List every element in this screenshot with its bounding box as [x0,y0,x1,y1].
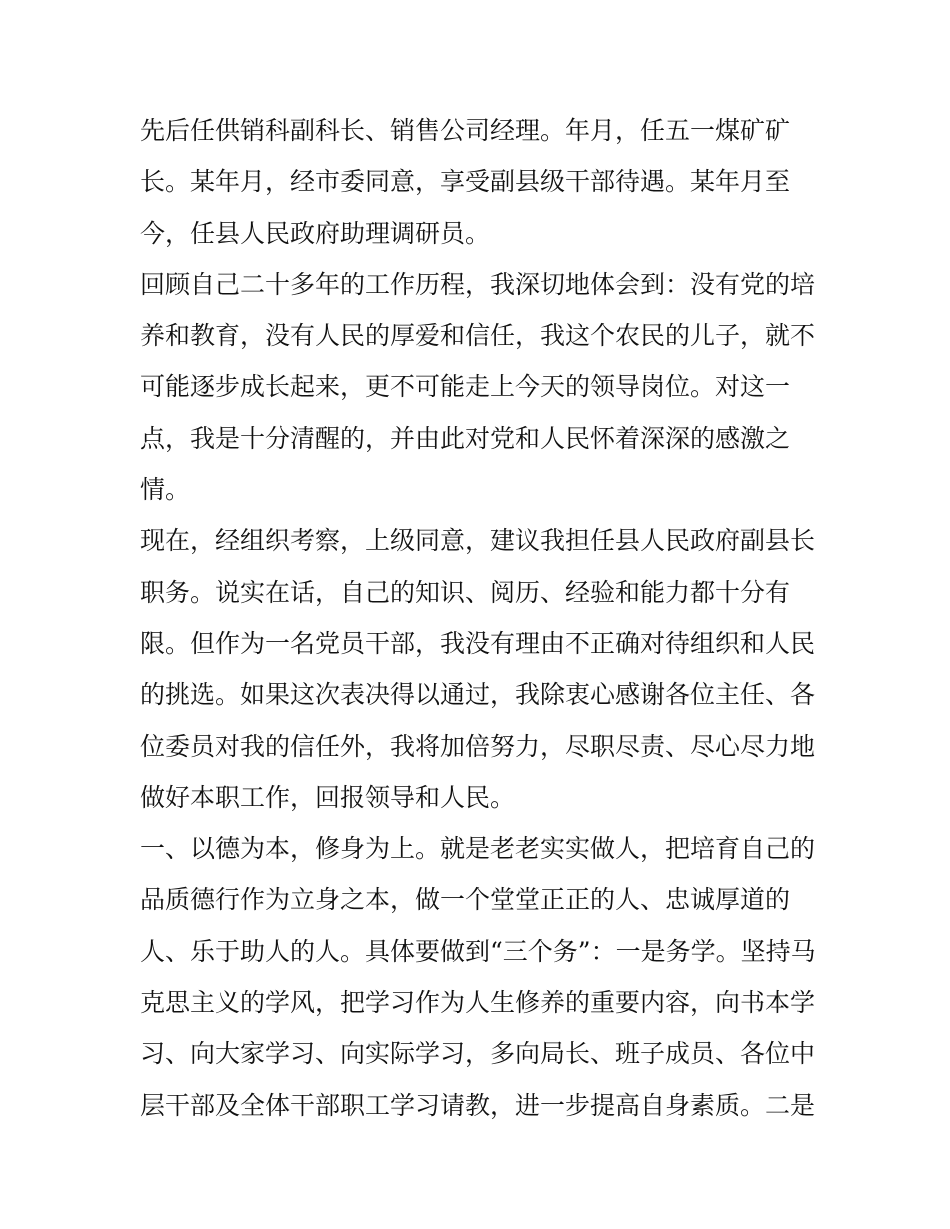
text-line: 养和教育，没有人民的厚爱和信任，我这个农民的儿子，就不 [140,321,816,351]
text-line: 品质德行作为立身之本，做一个堂堂正正的人、忠诚厚道的 [140,885,791,915]
text-line: 情。 [140,475,191,505]
document-body [140,105,820,1131]
text-line: 层干部及全体干部职工学习请教，进一步提高自身素质。二是 [140,1090,816,1120]
text-line: 习、向大家学习、向实际学习，多向局长、班子成员、各位中 [140,1039,816,1069]
text-line: 今，任县人民政府助理调研员。 [140,218,491,248]
text-line: 长。某年月，经市委同意，享受副县级干部待遇。某年月至 [140,167,791,197]
text-line: 限。但作为一名党员干部，我没有理由不正确对待组织和人民 [140,628,816,658]
text-line: 可能逐步成长起来，更不可能走上今天的领导岗位。对这一 [140,372,791,402]
text-line: 人、乐于助人的人。具体要做到“三个务”：一是务学。坚持马 [140,936,816,966]
text-line: 职务。说实在话，自己的知识、阅历、经验和能力都十分有 [140,577,791,607]
text-line: 回顾自己二十多年的工作历程，我深切地体会到：没有党的培 [140,269,816,299]
text-line: 克思主义的学风，把学习作为人生修养的重要内容，向书本学 [140,988,816,1018]
text-line: 的挑选。如果这次表决得以通过，我除衷心感谢各位主任、各 [140,680,816,710]
text-line: 做好本职工作，回报领导和人民。 [140,782,516,812]
text-line: 点，我是十分清醒的，并由此对党和人民怀着深深的感激之 [140,423,791,453]
text-line: 位委员对我的信任外，我将加倍努力，尽职尽责、尽心尽力地 [140,731,816,761]
text-line: 一、以德为本，修身为上。就是老老实实做人，把培育自己的 [140,834,816,864]
text-line: 现在，经组织考察，上级同意，建议我担任县人民政府副县长 [140,526,816,556]
text-line: 先后任供销科副科长、销售公司经理。年月，任五一煤矿矿 [140,116,791,145]
